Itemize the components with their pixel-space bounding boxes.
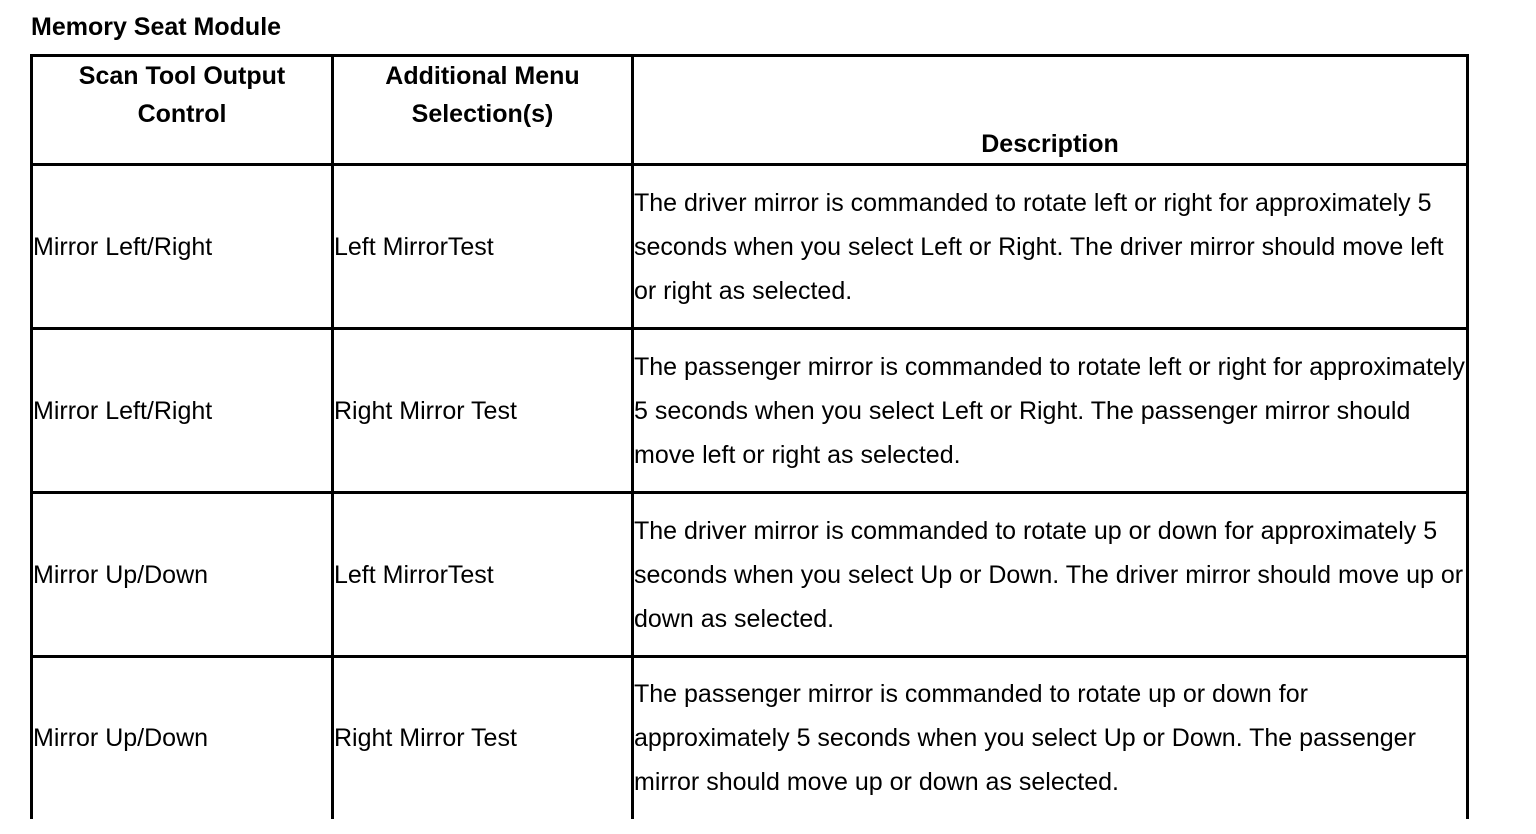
cell-menu: Left MirrorTest bbox=[333, 165, 633, 329]
output-controls-table bbox=[30, 54, 1469, 819]
cell-menu: Left MirrorTest bbox=[333, 493, 633, 657]
cell-menu: Right Mirror Test bbox=[333, 329, 633, 493]
cell-menu: Right Mirror Test bbox=[333, 657, 633, 819]
cell-control: Mirror Up/Down bbox=[32, 657, 333, 819]
header-menu bbox=[333, 56, 633, 165]
cell-description bbox=[633, 657, 1468, 819]
cell-control: Mirror Left/Right bbox=[32, 329, 333, 493]
header-control-label: Scan Tool Output Control bbox=[78, 62, 286, 128]
table-header-row bbox=[32, 56, 1468, 165]
header-description bbox=[633, 56, 1468, 165]
description-text: The driver mirror is commanded to rotate up or down for approximately 5 seconds when you select Up or Down. The driver mirror should move up or down as selected. bbox=[634, 516, 1464, 633]
table-row bbox=[32, 165, 1468, 329]
cell-description bbox=[633, 165, 1468, 329]
description-text: The passenger mirror is commanded to rotate up or down for approximately 5 seconds when you select Up or Down. The passenger mirror should move up or down as selected. bbox=[634, 680, 1416, 797]
description-text: The driver mirror is commanded to rotate left or right for approximately 5 seconds when you select Left or Right. The driver mirror should move left or right as selected. bbox=[634, 188, 1444, 305]
section-title: Memory Seat Module bbox=[31, 13, 282, 41]
table-row bbox=[32, 329, 1468, 493]
description-text: The passenger mirror is commanded to rotate left or right for approximately 5 seconds when you select Left or Right. The passenger mirror should move left or right as selected. bbox=[634, 352, 1465, 469]
cell-control: Mirror Up/Down bbox=[32, 493, 333, 657]
header-description-label: Description bbox=[981, 130, 1119, 158]
header-menu-label: Additional Menu Selection(s) bbox=[385, 62, 580, 128]
cell-control: Mirror Left/Right bbox=[32, 165, 333, 329]
table-row bbox=[32, 493, 1468, 657]
table-row bbox=[32, 657, 1468, 819]
cell-description bbox=[633, 329, 1468, 493]
cell-description bbox=[633, 493, 1468, 657]
header-control bbox=[32, 56, 333, 165]
